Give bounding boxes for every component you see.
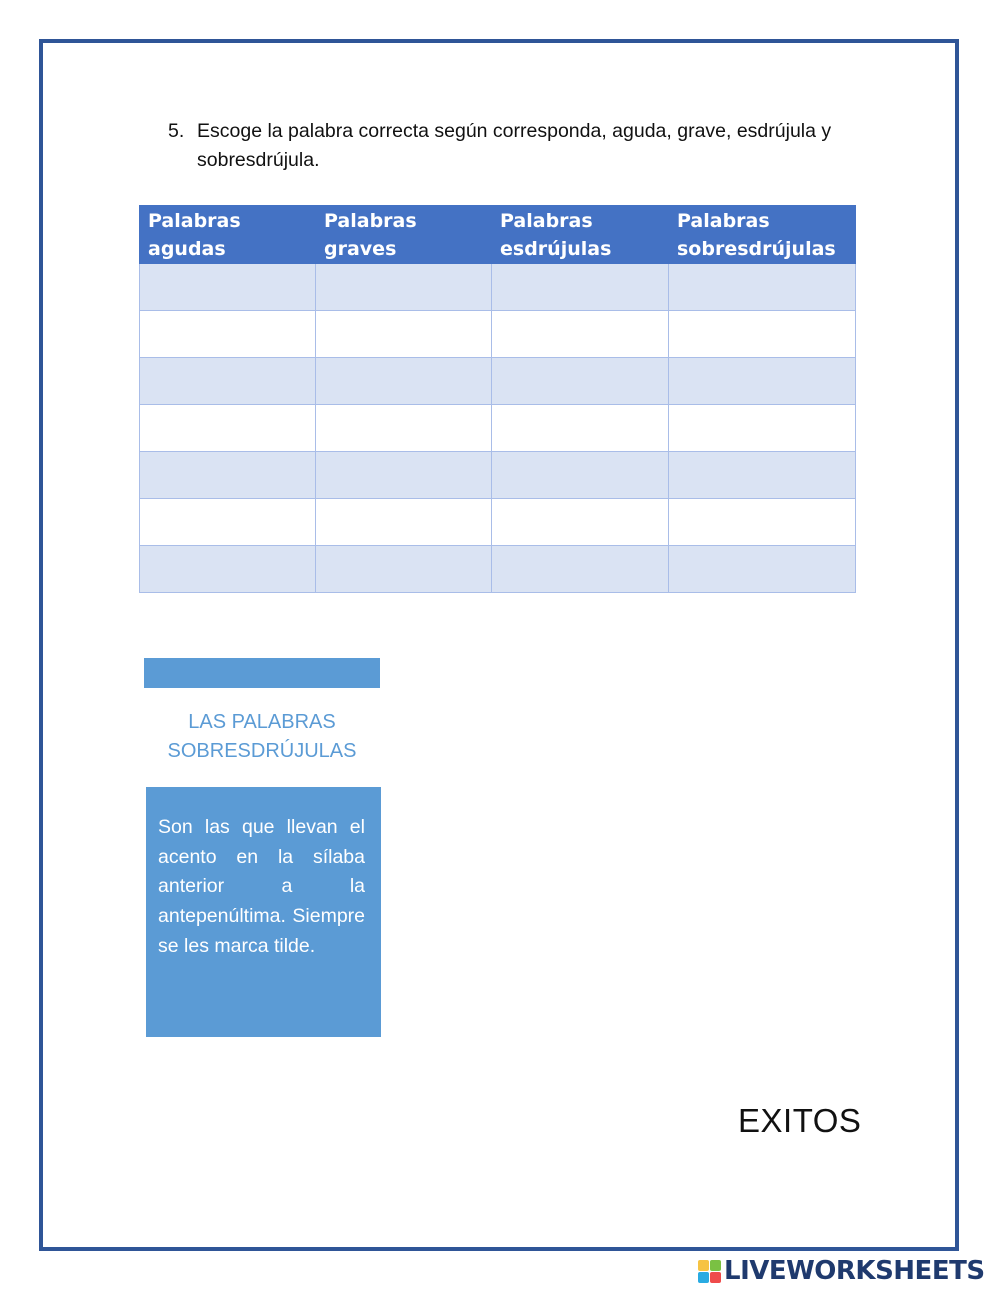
- logo-text: LIVEWORKSHEETS: [724, 1256, 985, 1286]
- logo-mark-icon: [698, 1260, 721, 1283]
- answer-cell[interactable]: [669, 405, 856, 452]
- definition-body: Son las que llevan el acento en la sílaba anterior a la antepenúltima. Siempre se les marca tilde.: [158, 816, 365, 957]
- definition-title: LAS PALABRAS SOBRESDRÚJULAS: [167, 711, 357, 762]
- answer-cell[interactable]: [316, 358, 492, 405]
- definition-box: [146, 787, 381, 1037]
- header-sobresdrujulas: Palabras sobresdrújulas: [669, 206, 856, 264]
- answer-cell[interactable]: [669, 546, 856, 593]
- logo-square-icon: [698, 1260, 709, 1271]
- header-agudas: Palabras agudas: [140, 206, 316, 264]
- answer-cell[interactable]: [140, 452, 316, 499]
- answer-cell[interactable]: [316, 452, 492, 499]
- closing-text: EXITOS: [738, 1102, 862, 1139]
- header-esdrujulas: Palabras esdrújulas: [492, 206, 669, 264]
- answer-cell[interactable]: [669, 452, 856, 499]
- table-row: [140, 264, 856, 311]
- answer-cell[interactable]: [669, 499, 856, 546]
- answer-cell[interactable]: [316, 405, 492, 452]
- answer-cell[interactable]: [316, 546, 492, 593]
- question-text: Escoge la palabra correcta según corresponda, aguda, grave, esdrújula y sobresdrújula.: [197, 120, 832, 171]
- liveworksheets-logo: [698, 1257, 985, 1285]
- answer-cell[interactable]: [492, 405, 669, 452]
- table-row: [140, 311, 856, 358]
- definition-accent-bar: [144, 658, 380, 688]
- question-instruction: [168, 117, 848, 175]
- answer-cell[interactable]: [669, 358, 856, 405]
- answer-cell[interactable]: [316, 311, 492, 358]
- question-number: 5.: [168, 120, 185, 142]
- answer-cell[interactable]: [492, 311, 669, 358]
- table-row: [140, 405, 856, 452]
- table-row: [140, 452, 856, 499]
- answer-cell[interactable]: [140, 546, 316, 593]
- answer-cell[interactable]: [316, 499, 492, 546]
- table-row: [140, 546, 856, 593]
- answer-cell[interactable]: [492, 358, 669, 405]
- logo-square-icon: [698, 1272, 709, 1283]
- logo-square-icon: [710, 1272, 721, 1283]
- answer-cell[interactable]: [669, 311, 856, 358]
- answer-cell[interactable]: [492, 264, 669, 311]
- answer-cell[interactable]: [492, 546, 669, 593]
- answer-cell[interactable]: [492, 452, 669, 499]
- answer-cell[interactable]: [140, 264, 316, 311]
- answer-cell[interactable]: [140, 358, 316, 405]
- table-header-row: [140, 206, 856, 264]
- word-classification-table: [139, 205, 856, 593]
- answer-cell[interactable]: [316, 264, 492, 311]
- table-row: [140, 358, 856, 405]
- answer-cell[interactable]: [140, 311, 316, 358]
- answer-cell[interactable]: [140, 405, 316, 452]
- header-graves: Palabras graves: [316, 206, 492, 264]
- answer-cell[interactable]: [140, 499, 316, 546]
- answer-cell[interactable]: [492, 499, 669, 546]
- logo-square-icon: [710, 1260, 721, 1271]
- table-row: [140, 499, 856, 546]
- answer-cell[interactable]: [669, 264, 856, 311]
